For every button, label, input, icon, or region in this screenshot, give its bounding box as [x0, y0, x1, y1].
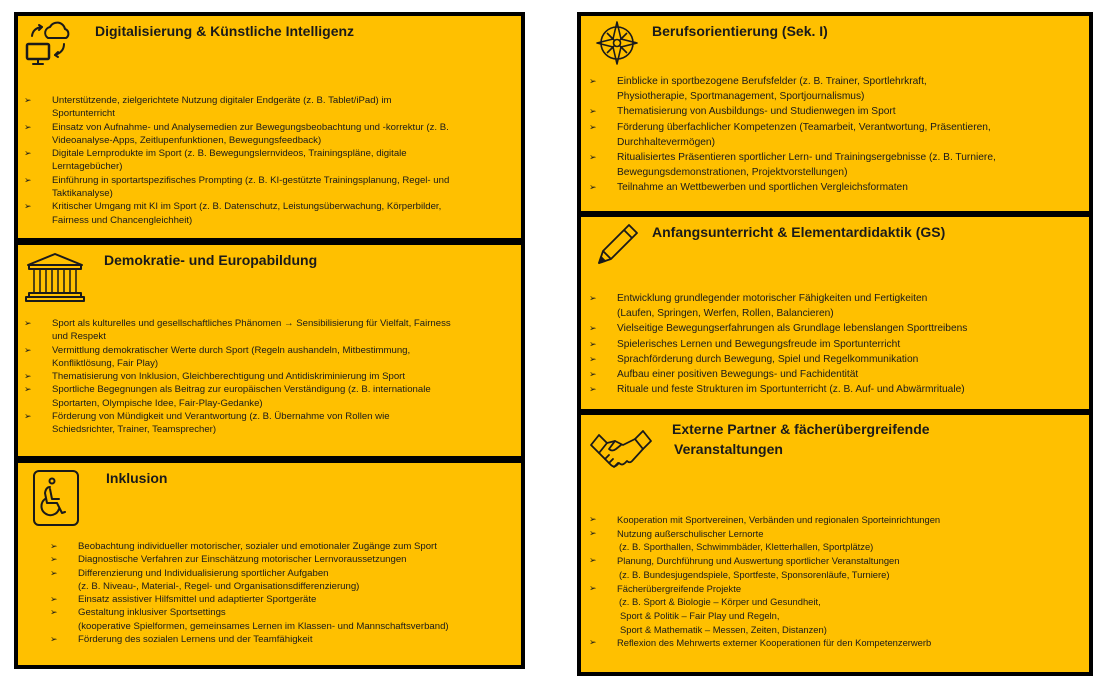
list-item: ➢ Spielerisches Lernen und Bewegungsfreude im Sportunterricht — [587, 337, 1083, 352]
list-item: ➢ Gestaltung inklusiver Sportsettings (kooperative Spielformen, gemeinsames Lernen im Klassen- und Mannschaftsverband) — [44, 606, 524, 633]
list-item: ➢ Planung, Durchführung und Auswertung sportlicher Veranstaltungen (z. B. Bundesjugendspiele, Sportfeste, Sponsorenläufe, Turniere) — [587, 554, 1083, 581]
list-item: ➢ Aufbau einer positiven Bewegungs- und Fachidentität — [587, 367, 1083, 382]
computer-cloud-sync-icon — [24, 20, 80, 68]
list-item: ➢ Förderung von Mündigkeit und Verantwortung (z. B. Übernahme von Rollen wie Schiedsrichter, Trainer, Teamsprecher) — [22, 410, 512, 437]
list-item: ➢ Nutzung außerschulischer Lernorte (z. B. Sporthallen, Schwimmbäder, Kletterhallen, Sportplätze) — [587, 527, 1083, 554]
list-item: ➢ Unterstützende, zielgerichtete Nutzung digitaler Endgeräte (z. B. Tablet/iPad) im Sportunterricht — [22, 94, 512, 121]
list-item: ➢ Einsatz von Aufnahme- und Analysemedien zur Bewegungsbeobachtung und -korrektur (z. B. Videoanalyse-Apps, Zeitlupenfunktionen, Bewegungsfeedback) — [22, 121, 512, 148]
left-column — [14, 12, 525, 669]
item-list — [22, 317, 512, 437]
section-title: Digitalisierung & Künstliche Intelligenz — [95, 23, 355, 39]
list-item: ➢ Teilnahme an Wettbewerben und sportlichen Vergleichsformaten — [587, 180, 1083, 195]
list-item: ➢ Diagnostische Verfahren zur Einschätzung motorischer Lernvoraussetzungen — [44, 553, 524, 566]
right-column — [577, 12, 1093, 676]
list-item: ➢ Förderung überfachlicher Kompetenzen (Teamarbeit, Verantwortung, Präsentieren, Durchhaltevermögen) — [587, 120, 1083, 150]
list-item: ➢ Reflexion des Mehrwerts externer Kooperationen für den Kompetenzerwerb — [587, 636, 1083, 650]
list-item: ➢ Einführung in sportartspezifisches Prompting (z. B. KI-gestützte Trainingsplanung, Regel- und Taktikanalyse) — [22, 174, 512, 201]
section-title: Demokratie- und Europabildung — [104, 252, 318, 268]
parliament-building-icon — [24, 251, 86, 307]
list-item: ➢ Kooperation mit Sportvereinen, Verbänden und regionalen Sporteinrichtungen — [587, 513, 1083, 527]
section-externe-partner — [581, 415, 1089, 672]
list-item: ➢ Vielseitige Bewegungserfahrungen als Grundlage lebenslangen Sporttreibens — [587, 321, 1083, 336]
section-demokratie — [18, 245, 521, 456]
handshake-icon — [589, 429, 653, 475]
list-item: ➢ Fächerübergreifende Projekte (z. B. Sport & Biologie – Körper und Gesundheit, Sport & Politik – Fair Play und Regeln, Sport & Mathematik – Messen, Zeiten, Distanzen) — [587, 582, 1083, 637]
list-item: ➢ Entwicklung grundlegender motorischer Fähigkeiten und Fertigkeiten (Laufen, Springen, Werfen, Rollen, Balancieren) — [587, 291, 1083, 321]
list-item: ➢ Sportliche Begegnungen als Beitrag zur europäischen Verständigung (z. B. internationale Sportarten, Olympische Idee, Fair-Play-Gedanke) — [22, 383, 512, 410]
item-list — [587, 291, 1083, 397]
item-list — [587, 513, 1083, 650]
list-item: ➢ Förderung des sozialen Lernens und der Teamfähigkeit — [44, 633, 524, 646]
section-title: Inklusion — [106, 470, 168, 486]
section-anfangsunterricht — [581, 217, 1089, 409]
list-item: ➢ Einblicke in sportbezogene Berufsfelder (z. B. Trainer, Sportlehrkraft, Physiotherapie, Sportmanagement, Sportjournalismus) — [587, 74, 1083, 104]
list-item: ➢ Kritischer Umgang mit KI im Sport (z. B. Datenschutz, Leistungsüberwachung, Körperbilder, Fairness und Chancengleichheit) — [22, 200, 512, 227]
list-item: ➢ Vermittlung demokratischer Werte durch Sport (Regeln aushandeln, Mitbestimmung, Konfliktlösung, Fair Play) — [22, 344, 512, 371]
item-list — [587, 74, 1083, 196]
item-list — [44, 540, 524, 646]
list-item: ➢ Differenzierung und Individualisierung sportlicher Aufgaben (z. B. Niveau-, Material-, Regel- und Organisationsdifferenzierung) — [44, 567, 524, 594]
section-berufsorientierung — [581, 16, 1089, 211]
list-item: ➢ Thematisierung von Inklusion, Gleichberechtigung und Antidiskriminierung im Sport — [22, 370, 512, 383]
wheelchair-icon — [32, 469, 80, 527]
list-item: ➢ Ritualisiertes Präsentieren sportlicher Lern- und Trainingsergebnisse (z. B. Turniere, Bewegungsdemonstrationen, Projektvorstellungen) — [587, 150, 1083, 180]
section-title: Berufsorientierung (Sek. I) — [652, 23, 828, 39]
list-item: ➢ Beobachtung individueller motorischer, sozialer und emotionaler Zugänge zum Sport — [44, 540, 524, 553]
compass-rose-icon — [595, 20, 639, 66]
list-item: ➢ Sprachförderung durch Bewegung, Spiel und Regelkommunikation — [587, 352, 1083, 367]
section-title: Externe Partner & fächerübergreifende Veranstaltungen — [672, 421, 930, 457]
list-item: ➢ Einsatz assistiver Hilfsmittel und adaptierter Sportgeräte — [44, 593, 524, 606]
section-digitalisierung — [18, 16, 521, 238]
section-inklusion — [18, 463, 521, 665]
list-item: ➢ Sport als kulturelles und gesellschaftliches Phänomen → Sensibilisierung für Vielfalt, Fairness und Respekt — [22, 317, 512, 344]
pencil-icon — [595, 221, 641, 267]
list-item: ➢ Digitale Lernprodukte im Sport (z. B. Bewegungslernvideos, Trainingspläne, digitale Lerntagebücher) — [22, 147, 512, 174]
list-item: ➢ Thematisierung von Ausbildungs- und Studienwegen im Sport — [587, 104, 1083, 119]
item-list — [22, 94, 512, 227]
section-title: Anfangsunterricht & Elementardidaktik (GS) — [652, 224, 946, 240]
list-item: ➢ Rituale und feste Strukturen im Sportunterricht (z. B. Auf- und Abwärmrituale) — [587, 382, 1083, 397]
